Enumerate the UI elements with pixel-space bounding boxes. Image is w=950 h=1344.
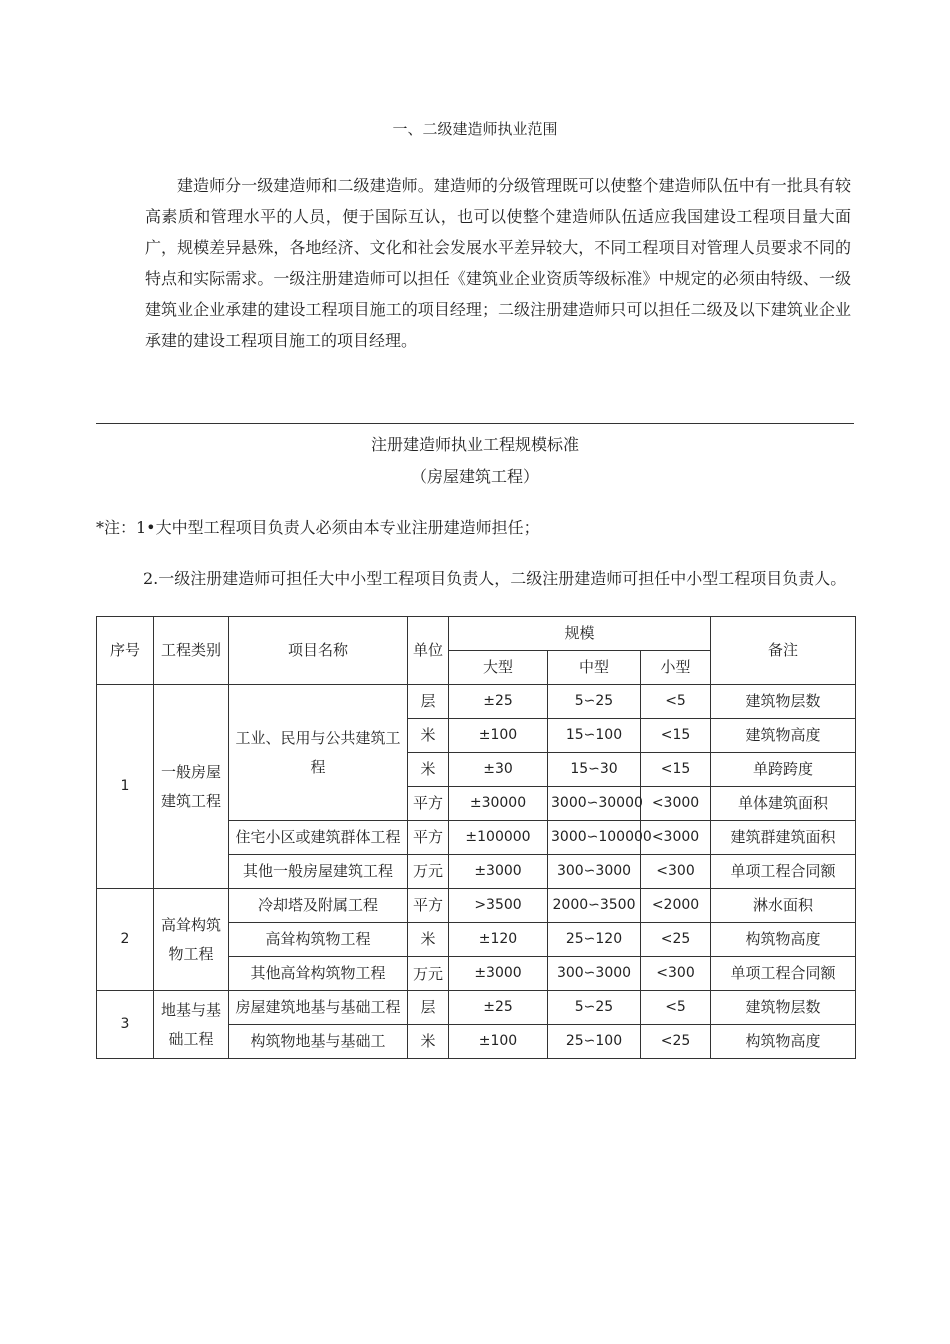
- remark-cell: 构筑物高度: [711, 1025, 856, 1059]
- header-medium: 中型: [548, 651, 641, 685]
- large-cell: >3500: [449, 889, 548, 923]
- note-1: *注：1•大中型工程项目负责人必须由本专业注册建造师担任；: [96, 518, 540, 537]
- unit-cell: 米: [408, 753, 449, 787]
- small-cell: <2000: [641, 889, 711, 923]
- large-cell: ±3000: [449, 957, 548, 991]
- large-cell: ±100000: [449, 821, 548, 855]
- project-cell: 构筑物地基与基础工: [229, 1025, 408, 1059]
- medium-cell: 5∽25: [548, 991, 641, 1025]
- table-subtitle: （房屋建筑工程）: [410, 467, 539, 486]
- project-cell: 住宅小区或建筑群体工程: [229, 821, 408, 855]
- remark-cell: 单项工程合同额: [711, 957, 856, 991]
- unit-cell: 万元: [408, 855, 449, 889]
- unit-cell: 米: [408, 1025, 449, 1059]
- unit-cell: 层: [408, 685, 449, 719]
- medium-cell: 15∽100: [548, 719, 641, 753]
- medium-cell: 300∽3000: [548, 855, 641, 889]
- project-cell: 房屋建筑地基与基础工程: [229, 991, 408, 1025]
- seq-cell: 3: [97, 991, 154, 1059]
- large-cell: ±25: [449, 991, 548, 1025]
- large-cell: ±100: [449, 1025, 548, 1059]
- small-cell: <25: [641, 1025, 711, 1059]
- remark-cell: 淋水面积: [711, 889, 856, 923]
- large-cell: ±100: [449, 719, 548, 753]
- table-title: 注册建造师执业工程规模标准: [370, 435, 579, 454]
- remark-cell: 单跨跨度: [711, 753, 856, 787]
- large-cell: ±30: [449, 753, 548, 787]
- header-remark: 备注: [711, 617, 856, 685]
- header-category: 工程类别: [154, 617, 229, 685]
- small-cell: <3000: [641, 787, 711, 821]
- project-cell: 高耸构筑物工程: [229, 923, 408, 957]
- unit-text: 万元: [412, 964, 443, 983]
- large-cell: ±3000: [449, 855, 548, 889]
- small-cell: <5: [641, 991, 711, 1025]
- unit-cell: 平方: [408, 821, 449, 855]
- small-cell: <300: [641, 855, 711, 889]
- unit-cell: [408, 957, 449, 991]
- project-cell: 其他一般房屋建筑工程: [229, 855, 408, 889]
- header-project: 项目名称: [229, 617, 408, 685]
- large-cell: ±120: [449, 923, 548, 957]
- remark-cell: 建筑群建筑面积: [711, 821, 856, 855]
- medium-cell: 3000∽30000: [548, 787, 641, 821]
- remark-cell: 单体建筑面积: [711, 787, 856, 821]
- unit-cell: 平方: [408, 787, 449, 821]
- header-row: [97, 617, 856, 651]
- header-large: 大型: [449, 651, 548, 685]
- small-cell: <300: [641, 957, 711, 991]
- table-row: [97, 685, 856, 719]
- medium-cell: 5∽25: [548, 685, 641, 719]
- remark-cell: 建筑物高度: [711, 719, 856, 753]
- remark-cell: 单项工程合同额: [711, 855, 856, 889]
- medium-cell: 3000∽100000: [548, 821, 641, 855]
- small-cell: <5: [641, 685, 711, 719]
- table-row: [97, 889, 856, 923]
- intro-paragraph: 建造师分一级建造师和二级建造师。建造师的分级管理既可以使整个建造师队伍中有一批具有较高素质和管理水平的人员，便于国际互认，也可以使整个建造师队伍适应我国建设工程项目量大面广，规模差异悬殊，各地经济、文化和社会发展水平差异较大，不同工程项目对管理人员要求不同的特点和实际需求。一级注册建造师可以担任《建筑业企业资质等级标准》中规定的必须由特级、一级建筑业企业承建的建设工程项目施工的项目经理；二级注册建造师只可以担任二级及以下建筑业企业承建的建设工程项目施工的项目经理。: [145, 176, 851, 350]
- project-cell: 工业、民用与公共建筑工程: [229, 685, 408, 821]
- small-cell: <25: [641, 923, 711, 957]
- category-cell: 一般房屋建筑工程: [154, 685, 229, 889]
- unit-cell: 层: [408, 991, 449, 1025]
- project-cell: 冷却塔及附属工程: [229, 889, 408, 923]
- seq-cell: 2: [97, 889, 154, 991]
- table-row: [97, 991, 856, 1025]
- header-small: 小型: [641, 651, 711, 685]
- small-cell: <15: [641, 719, 711, 753]
- category-cell: 高耸构筑物工程: [154, 889, 229, 991]
- large-cell: ±30000: [449, 787, 548, 821]
- medium-cell: 2000∽3500: [548, 889, 641, 923]
- large-cell: ±25: [449, 685, 548, 719]
- medium-cell: 15∽30: [548, 753, 641, 787]
- medium-cell: 300∽3000: [548, 957, 641, 991]
- remark-cell: 建筑物层数: [711, 991, 856, 1025]
- section-heading: 一、二级建造师执业范围: [392, 120, 558, 138]
- medium-cell: 25∽120: [548, 923, 641, 957]
- category-cell: 地基与基础工程: [154, 991, 229, 1059]
- header-seq: 序号: [97, 617, 154, 685]
- unit-cell: 米: [408, 923, 449, 957]
- small-cell: <3000: [641, 821, 711, 855]
- header-unit: 单位: [408, 617, 449, 685]
- project-cell: 其他高耸构筑物工程: [229, 957, 408, 991]
- divider: [96, 423, 854, 424]
- unit-cell: 平方: [408, 889, 449, 923]
- remark-cell: 构筑物高度: [711, 923, 856, 957]
- remark-cell: 建筑物层数: [711, 685, 856, 719]
- small-cell: <15: [641, 753, 711, 787]
- header-scale: 规模: [449, 617, 711, 651]
- unit-cell: 米: [408, 719, 449, 753]
- seq-cell: 1: [97, 685, 154, 889]
- scale-standard-table: [96, 616, 856, 1059]
- medium-cell: 25∽100: [548, 1025, 641, 1059]
- note-2: 2.一级注册建造师可担任大中小型工程项目负责人，二级注册建造师可担任中小型工程项目负责人。: [143, 569, 847, 588]
